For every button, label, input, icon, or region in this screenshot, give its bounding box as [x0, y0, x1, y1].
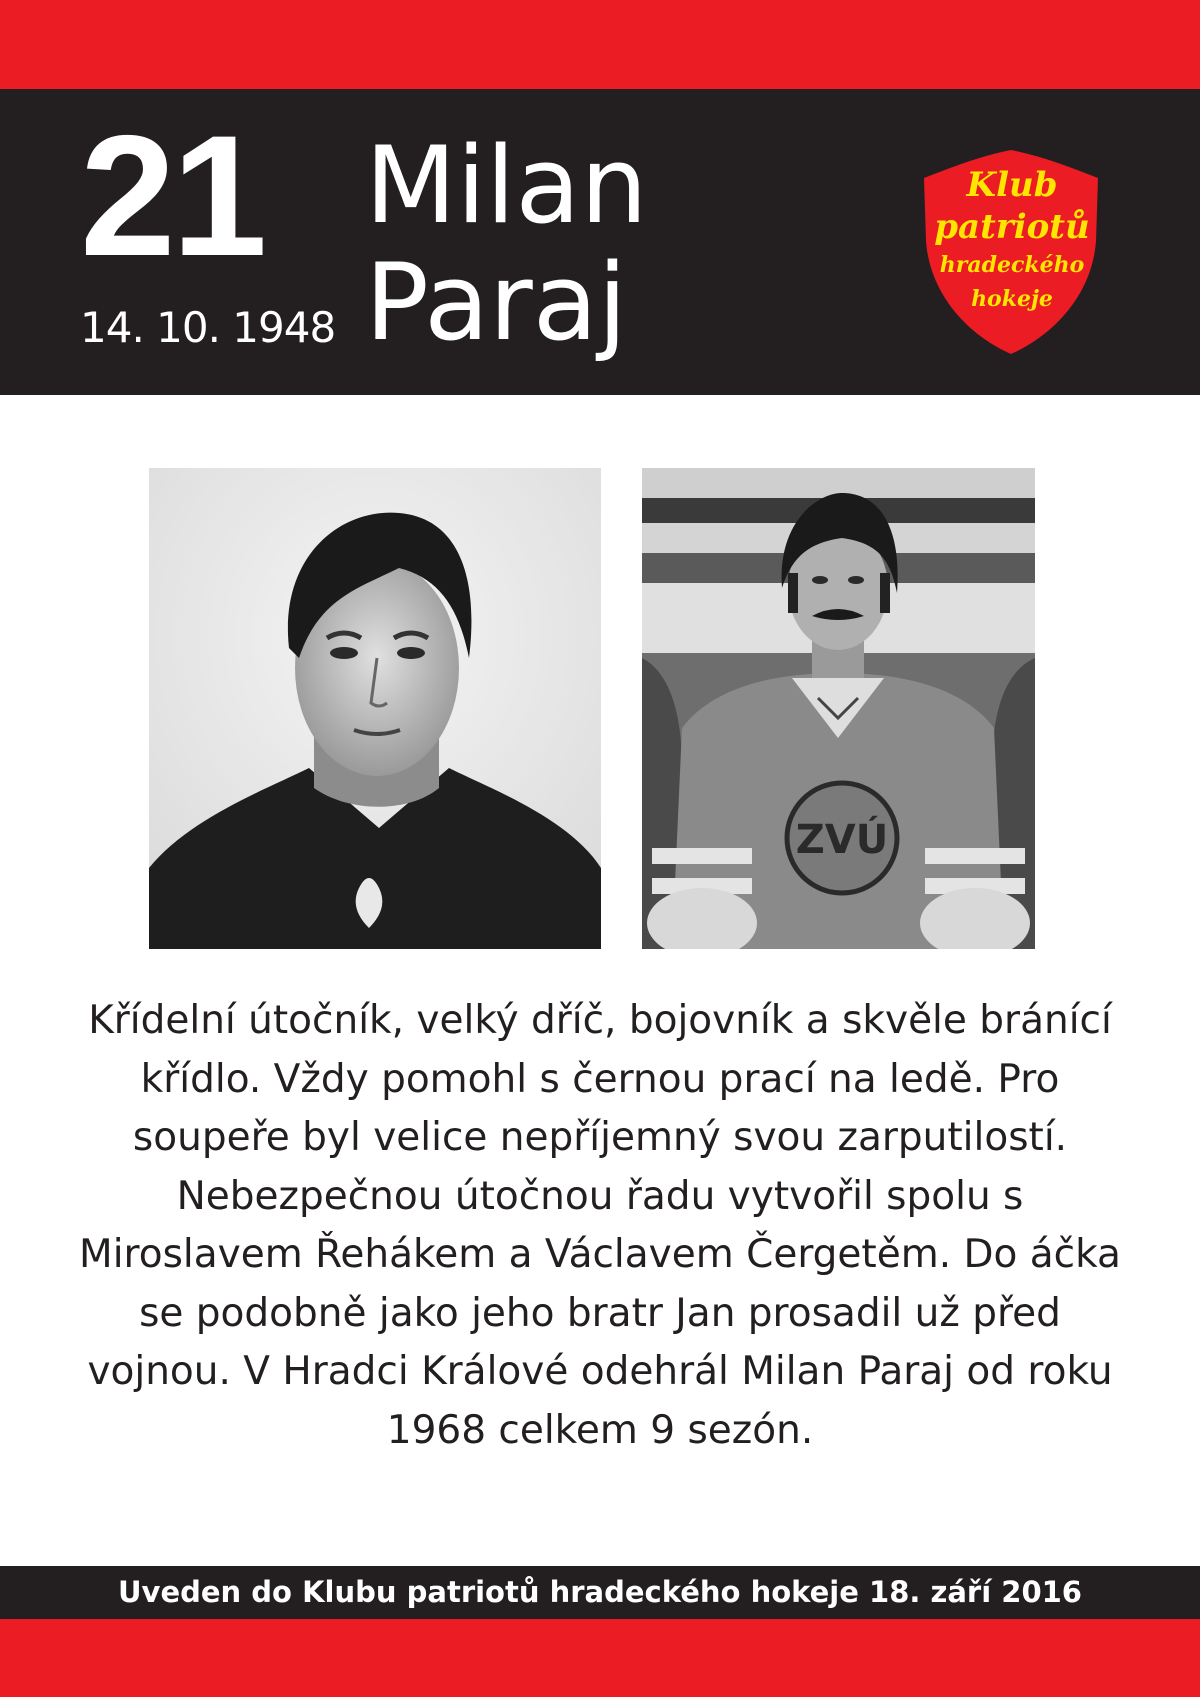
- jersey-number: 21: [80, 100, 264, 292]
- logo-text-line2: patriotů: [934, 207, 1090, 247]
- player-last-name: Paraj: [365, 241, 628, 364]
- player-first-name: Milan: [365, 124, 648, 247]
- jersey-emblem-text: ZVÚ: [795, 817, 889, 863]
- birth-date: 14. 10. 1948: [80, 303, 336, 352]
- logo-text-line1: Klub: [966, 165, 1058, 205]
- player-portrait-photo: [149, 468, 601, 949]
- induction-note: Uveden do Klubu patriotů hradeckého hokeje 18. září 2016: [118, 1575, 1082, 1609]
- club-logo-shield: [920, 146, 1102, 358]
- player-team-photo: [642, 468, 1035, 949]
- bottom-red-band: [0, 1619, 1200, 1697]
- top-red-band: [0, 0, 1200, 89]
- logo-text-line4: hokeje: [971, 286, 1053, 312]
- player-biography: Křídelní útočník, velký dříč, bojovník a skvěle bránící křídlo. Vždy pomohl s černou prací na ledě. Pro soupeře byl velice nepříjemný svou zarputilostí. Nebezpečnou útočnou řadu vytvořil spolu s Miroslavem Řehákem a Václavem Čergetěm. Do áčka se podobně jako jeho bratr Jan prosadil už před vojnou. V Hradci Králové odehrál Milan Paraj od roku 1968 celkem 9 sezón.: [79, 998, 1121, 1453]
- logo-text-line3: hradeckého: [939, 252, 1085, 278]
